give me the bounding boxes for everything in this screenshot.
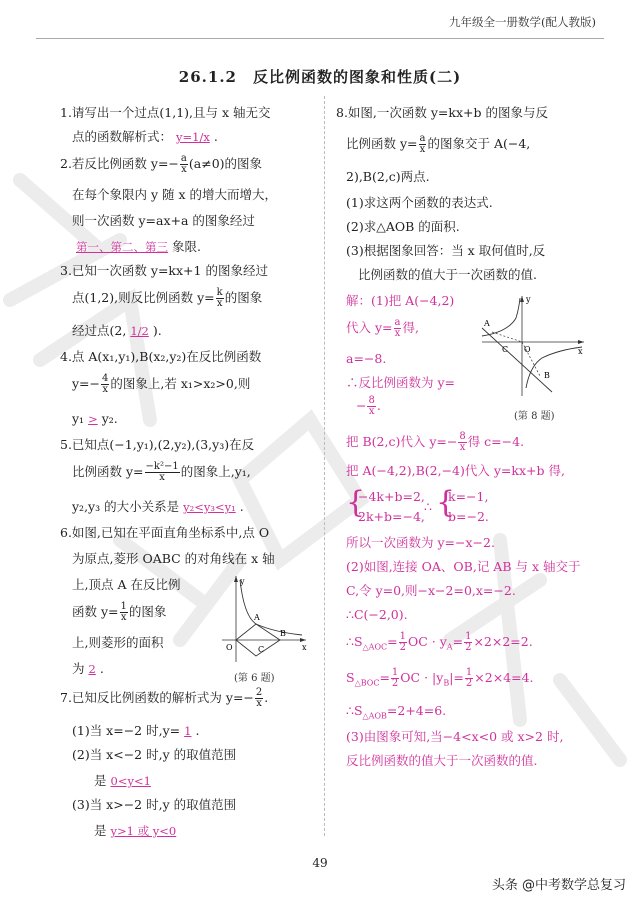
sol-s14-den2: 2 (465, 678, 473, 689)
sol-s13-num2: 1 (465, 631, 472, 642)
q8-fig-label-a: A (484, 319, 490, 328)
q6-line3: 上,顶点 A 在反比例 (72, 577, 181, 592)
q6-frac-denominator: x (120, 612, 127, 623)
q6-line2: 为原点,菱形 OABC 的对角线在 x 轴 (72, 551, 275, 566)
sol-s14-sub: △BOC (354, 678, 380, 688)
sol-line5 (356, 396, 381, 417)
q8-caption: (第 8 题) (514, 411, 555, 422)
q3-line1: 3.已知一次函数 y=kx+1 的图象经过 (60, 263, 268, 278)
source-watermark: 头条 @中考数学总复习 (491, 878, 626, 893)
q8-frac-denominator: x (419, 144, 426, 155)
q8-line3: 2),B(2,c)两点. (346, 169, 430, 184)
q3-text3: 经过点(2, (72, 323, 127, 338)
q4-text2b: 的图象上,若 x₁>x₂>0,则 (110, 376, 251, 391)
sol-s14-den: 2 (391, 678, 399, 689)
q5-line1: 5.已知点(−1,y₁),(2,y₂),(3,y₃)在反 (60, 437, 255, 452)
sol-s13-oc: OC · y (408, 634, 447, 649)
sol-s6-end: 得 c=−4. (467, 434, 525, 449)
q7-part3: (3)当 x>−2 时,y 的取值范围 (72, 797, 237, 812)
q7-text1b: . (264, 690, 269, 705)
sol-s13-result: ×2×2=2. (473, 634, 533, 649)
q5-end: . (239, 499, 244, 514)
q1-line1: 1.请写出一个过点(1,1),且与 x 轴无交 (60, 105, 271, 120)
sol-b-value: b=−2. (448, 509, 489, 524)
sol-s14-fraction2 (465, 668, 473, 689)
q5-text3: y₂,y₃ 的大小关系是 (72, 499, 180, 514)
q2-line2: 在每个象限内 y 随 x 的增大而增大， (72, 187, 278, 202)
sol-s14-sub2: B (443, 678, 450, 688)
q3-frac-denominator: x (216, 298, 223, 309)
sol-s2-den: x (394, 328, 401, 339)
sol-s13-eq: = (387, 634, 398, 649)
sol-s6-fraction (458, 432, 466, 453)
q6-text4b: 的图象 (128, 604, 167, 619)
q4-answer: > (88, 412, 98, 426)
q4-text2: y=− (72, 376, 101, 391)
sol-s13-num: 1 (399, 631, 406, 642)
section-title: 26.1.2 反比例函数的图象和性质(二) (178, 68, 462, 86)
q2-text1b: (a≠0)的图象 (188, 156, 263, 171)
q1-end: . (213, 129, 218, 144)
q7-p1-text: (1)当 x=−2 时,y= (72, 723, 181, 738)
sol-line9: 所以一次函数为 y=−x−2. (346, 535, 495, 550)
sol-right-brace: { (436, 485, 456, 520)
q3-text2: 点(1,2),则反比例函数 y= (72, 290, 215, 305)
q2-end: 象限. (172, 239, 201, 254)
q8-part1: (1)求这两个函数的表达式. (346, 195, 493, 210)
q8-figure (478, 292, 590, 400)
q6-fig-label-a: A (254, 613, 260, 622)
q3-text3b: ). (152, 323, 162, 338)
q5-text2: 比例函数 y= (72, 464, 144, 479)
sol-s13-fraction2 (464, 632, 472, 653)
sol-line16: (3)由图象可知,当−4<x<0 或 x>2 时, (346, 729, 564, 744)
q3-frac-numerator: k (216, 287, 223, 298)
q7-p2-answer: 0<y<1 (110, 774, 151, 788)
sol-s13-eq2: = (452, 634, 464, 649)
q8-frac-numerator: a (419, 133, 426, 144)
q2-line3: 则一次函数 y=ax+a 的图象经过 (72, 213, 255, 228)
q8-fraction (419, 134, 427, 155)
q8-text2: 比例函数 y= (346, 136, 418, 151)
q6-line1: 6.如图,已知在平面直角坐标系中,点 O (60, 525, 270, 540)
q7-p1-end: . (195, 723, 200, 738)
q8-fig-label-b: B (544, 371, 550, 380)
q6-answer: 2 (88, 662, 96, 676)
sol-line4: ∴反比例函数为 y= (346, 375, 456, 390)
q2-answer: 第一、第二、第三 (76, 240, 168, 254)
q6-fig-label-y: y (240, 577, 245, 586)
sol-s13-den2: 2 (465, 642, 472, 653)
sol-s15-sub: △AOB (362, 711, 387, 721)
sol-s14-s: S (346, 670, 355, 685)
sol-s14-oc: OC · |y (400, 670, 444, 685)
sol-s13-s: ∴S (346, 634, 363, 649)
sol-s14-num: 1 (391, 667, 399, 678)
sol-s14-eq2: |= (449, 670, 464, 685)
sol-s5-end: . (376, 398, 381, 413)
q2-text1: 2.若反比例函数 y=− (60, 156, 179, 171)
q5-text2b: 的图象上,y₁, (180, 464, 251, 479)
q7-p2-label: 是 (94, 773, 107, 788)
sol-eq1: −4k+b=2, (358, 489, 425, 504)
sol-eq2: 2k+b=−4, (358, 509, 425, 524)
sol-line14 (346, 668, 534, 692)
q6-end: . (99, 661, 104, 676)
q8-line2 (346, 134, 530, 155)
sol-s5-den: x (368, 406, 375, 417)
q1-text: 点的函数解析式： (72, 129, 173, 144)
sol-s13-fraction (399, 632, 407, 653)
q4-frac-denominator: x (102, 384, 109, 395)
q6-line5: 上,则菱形的面积 (72, 635, 164, 650)
q7-part2: (2)当 x<−2 时,y 的取值范围 (72, 747, 237, 762)
sol-line1: 解：(1)把 A(−4,2) (346, 293, 455, 308)
q8-fig-label-x: x (578, 347, 583, 356)
sol-s2-text: 代入 y= (346, 320, 393, 335)
sol-s14-result: ×2×4=4. (474, 670, 534, 685)
q3-text2b: 的图象 (224, 290, 263, 305)
q4-text3b: y₂. (101, 411, 118, 426)
sol-line10: (2)如图,连接 OA、OB,记 AB 与 x 轴交于 (346, 559, 581, 574)
sol-line12: ∴C(−2,0). (346, 607, 408, 622)
sol-s14-fraction (391, 668, 399, 689)
sol-s2-end: 得, (402, 320, 419, 335)
sol-s15-result: =2+4=6. (386, 703, 447, 718)
q8-part3: (3)根据图象回答：当 x 取何值时,反 (346, 243, 546, 258)
q7-frac-denominator: x (256, 698, 262, 709)
q6-frac-numerator: 1 (120, 601, 127, 612)
book-header: 九年级全一册数学(配人教版) (449, 15, 596, 29)
q8-part3-cont: 比例函数的值大于一次函数的值. (358, 267, 537, 282)
page-number: 49 (312, 856, 328, 870)
sol-s2-fraction (394, 318, 402, 339)
sol-s5-num: 8 (368, 395, 375, 406)
sol-s2-num: a (394, 317, 401, 328)
sol-s6-den: x (459, 442, 466, 453)
q6-fig-label-b: B (280, 629, 286, 638)
q6-fig-label-x: x (302, 643, 307, 652)
q6-text6: 为 (72, 661, 85, 676)
sol-s14-num2: 1 (465, 667, 473, 678)
sol-s15-s: ∴S (346, 703, 363, 718)
q4-line1: 4.点 A(x₁,y₁),B(x₂,y₂)在反比例函数 (60, 349, 262, 364)
sol-s13-den: 2 (399, 642, 406, 653)
q5-answer: y₂<y₃<y₁ (183, 500, 236, 514)
q7-p1-answer: 1 (184, 724, 192, 738)
q5-frac-denominator: x (159, 472, 165, 483)
q1-answer: y=1/x (176, 130, 210, 144)
q7-text1: 7.已知反比例函数的解析式为 y=− (60, 690, 254, 705)
sol-left-brace: { (346, 485, 366, 520)
q2-frac-numerator: a (180, 153, 187, 164)
sol-line11: C,令 y=0,则−x−2=0,x=−2. (346, 583, 516, 598)
q4-text3: y₁ (72, 411, 85, 426)
q8-fig-label-o: O (524, 345, 531, 354)
sol-s5-fraction (367, 396, 375, 417)
q5-frac-numerator: −k²−1 (145, 461, 179, 472)
sol-s5-minus: − (356, 398, 367, 413)
q7-p3-answer: y>1 或 y<0 (110, 824, 177, 838)
q8-fig-label-y: y (526, 295, 531, 304)
q2-frac-denominator: x (181, 164, 187, 175)
q8-part2: (2)求△AOB 的面积. (346, 219, 460, 234)
q8-text2b: 的图象交于 A(−4, (427, 136, 531, 151)
sol-line6 (346, 432, 524, 453)
q6-fig-label-o: O (226, 643, 233, 652)
sol-line17: 反比例函数的值大于一次函数的值. (346, 753, 538, 768)
sol-equation-system (346, 484, 546, 528)
q8-fig-label-c: C (502, 345, 509, 354)
q7-p3-label: 是 (94, 823, 107, 838)
sol-s14-eq: = (379, 670, 390, 685)
sol-line3: a=−8. (346, 351, 387, 366)
sol-line2 (346, 318, 419, 339)
sol-s13-sub2: A (446, 642, 453, 652)
q3-answer: 1/2 (130, 324, 149, 338)
q8-line1: 8.如图,一次函数 y=kx+b 的图象与反 (336, 105, 548, 120)
q6-fig-label-c: C (258, 645, 265, 654)
sol-line13 (346, 632, 533, 656)
sol-s6-num: 8 (459, 431, 466, 442)
sol-therefore: ∴ (424, 499, 432, 514)
sol-k-value: k=−1, (448, 489, 489, 504)
q6-caption: (第 6 题) (234, 673, 275, 684)
q4-frac-numerator: 4 (102, 373, 109, 384)
q7-frac-numerator: 2 (255, 687, 263, 698)
sol-s13-sub: △AOC (362, 642, 388, 652)
sol-s6-text: 把 B(2,c)代入 y=− (346, 434, 458, 449)
sol-line15 (346, 702, 446, 725)
q6-text4: 函数 y= (72, 604, 119, 619)
sol-line7: 把 A(−4,2),B(2,−4)代入 y=kx+b 得, (346, 463, 565, 478)
